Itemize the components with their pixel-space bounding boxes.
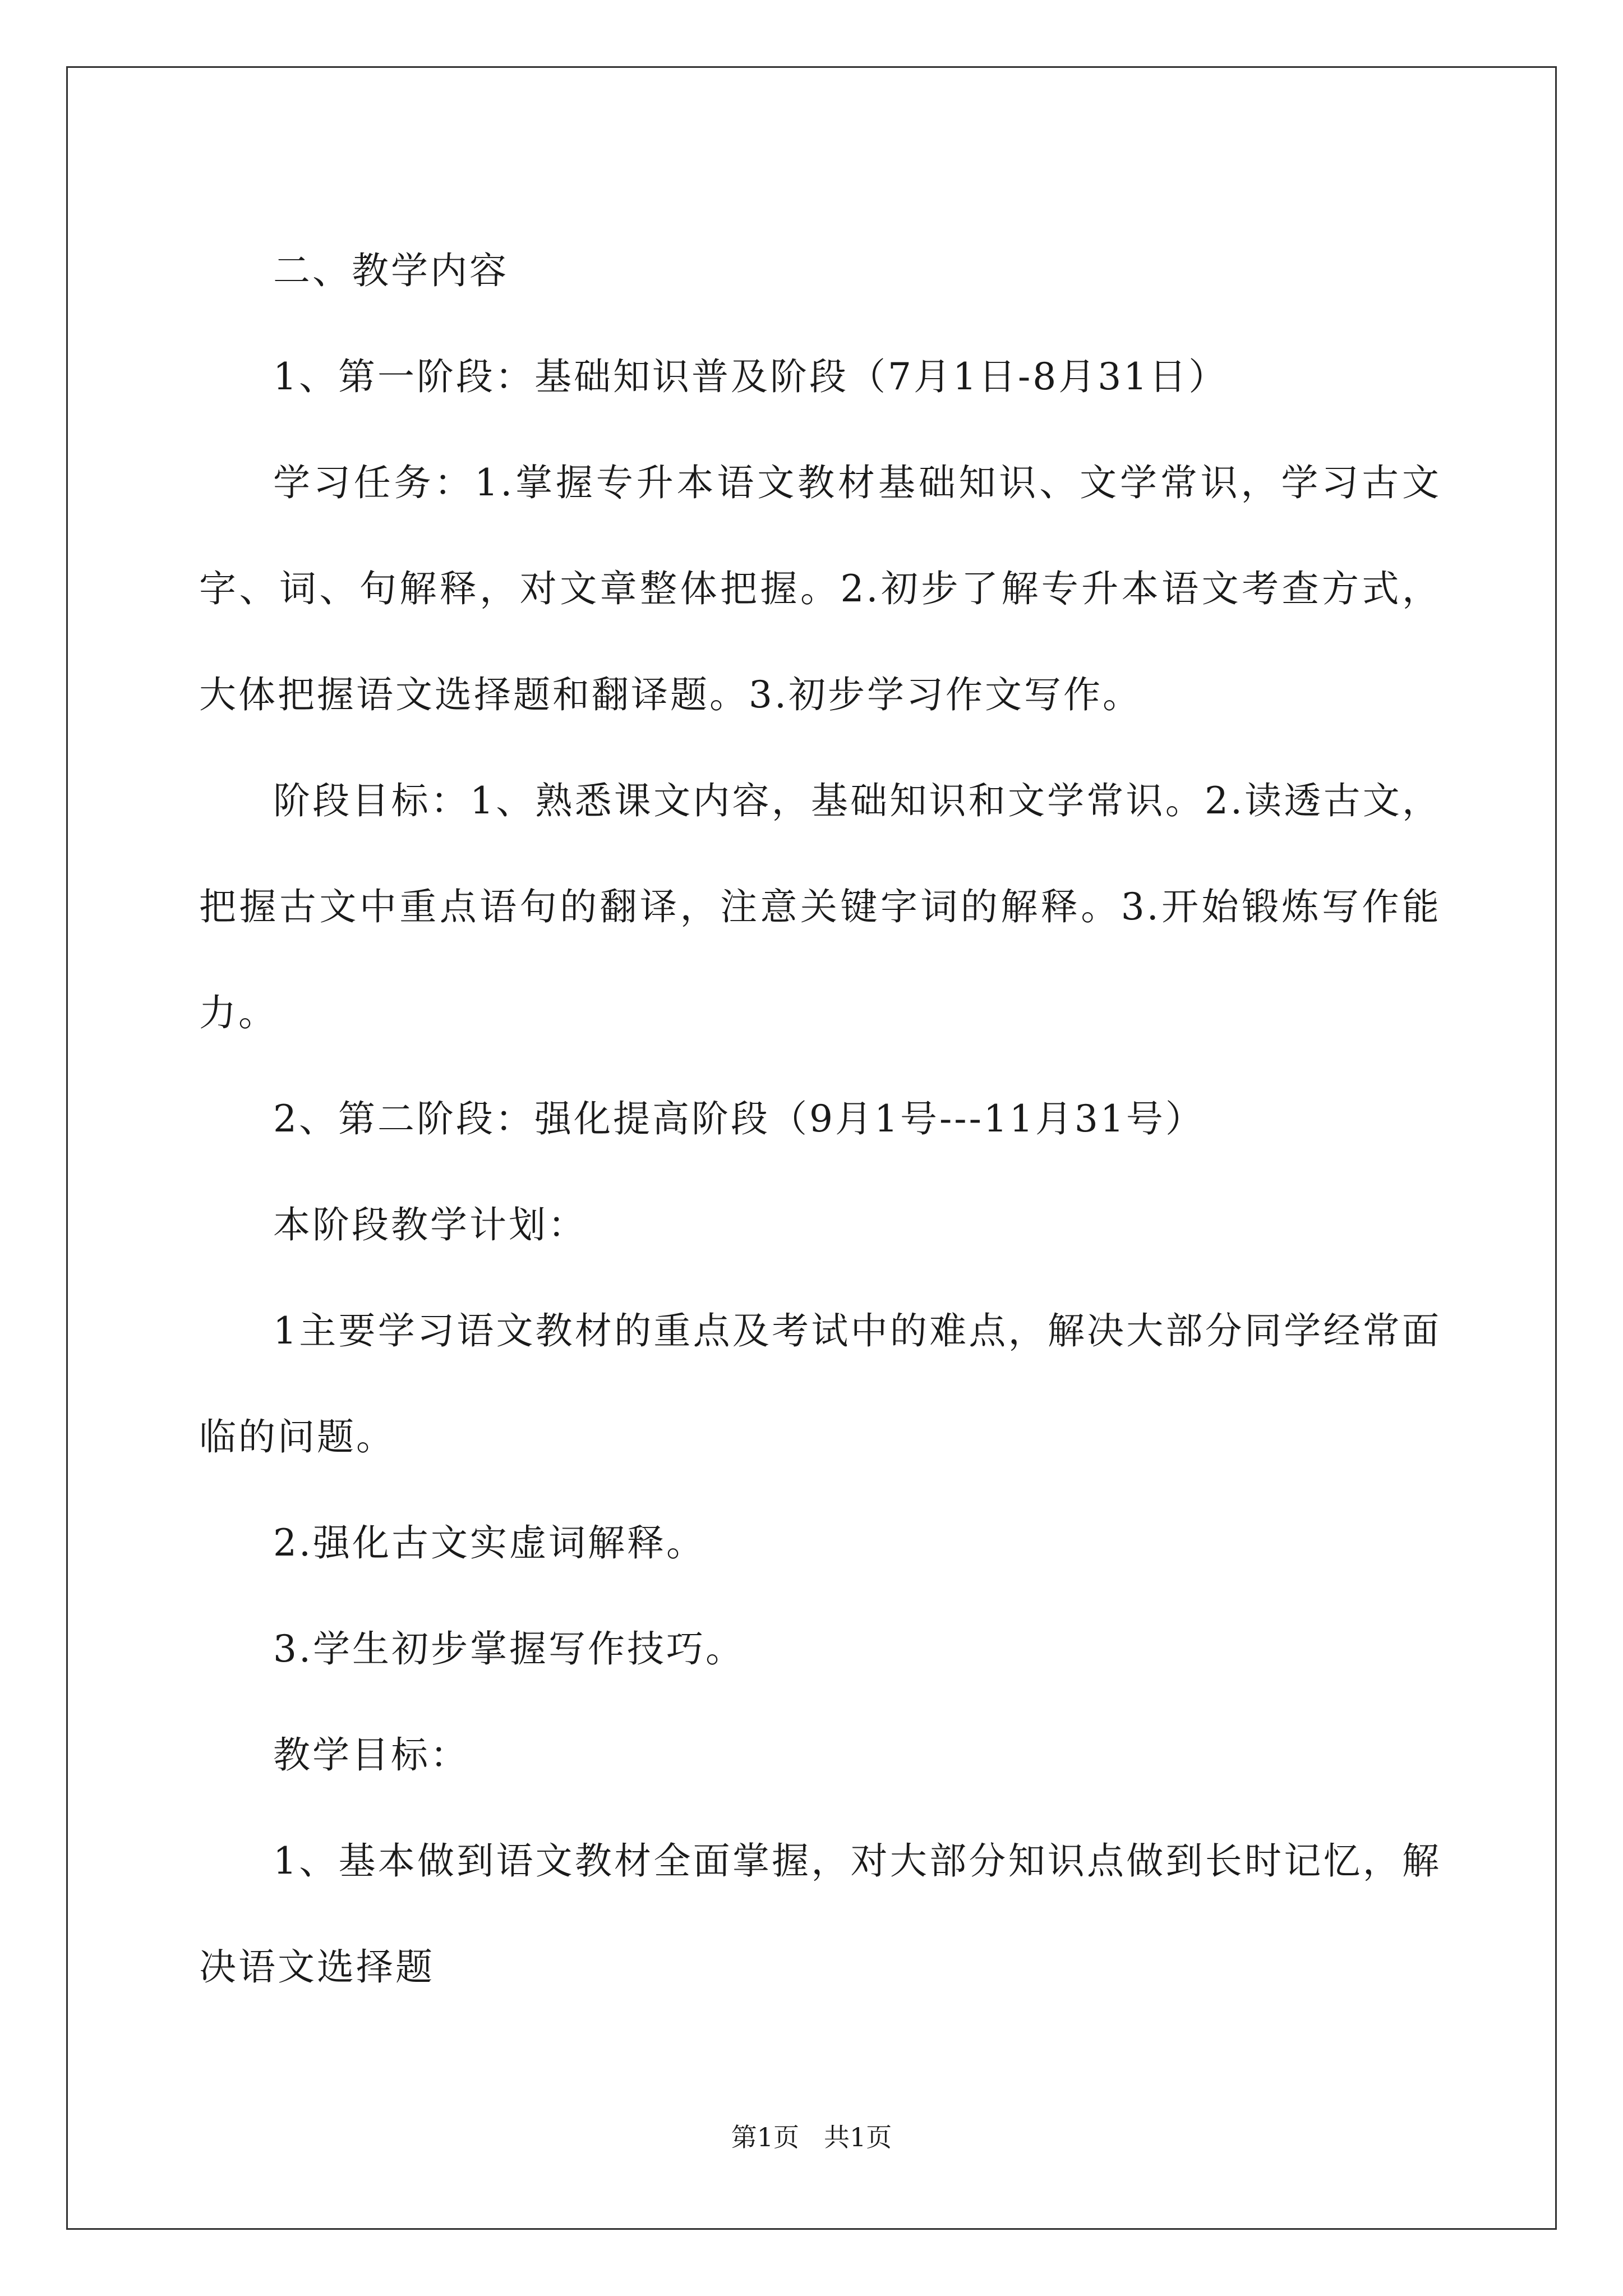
page-number: 第1页 (731, 2122, 800, 2152)
teaching-goals-heading: 教学目标： (273, 1733, 469, 1777)
plan-item-2: 2.强化古文实虚词解释。 (273, 1521, 706, 1565)
teaching-goal-1: 1、基本做到语文教材全面掌握，对大部分知识点做到长时记忆，解决语文选择题 (199, 1839, 1441, 1989)
stage-one-heading: 1、第一阶段：基础知识普及阶段（7月1日-8月31日） (273, 355, 1228, 398)
page-total: 共1页 (823, 2122, 892, 2152)
stage-two-heading: 2、第二阶段：强化提高阶段（9月1号---11月31号） (273, 1097, 1205, 1140)
stage-one-tasks: 学习任务：1.掌握专升本语文教材基础知识、文学常识，学习古文字、词、句解释，对文章整体把握。2.初步了解专升本语文考查方式，大体把握语文选择题和翻译题。3.初步学习作文写作。 (199, 461, 1441, 716)
section-heading: 二、教学内容 (273, 249, 509, 292)
document-body (199, 218, 1441, 2020)
page-footer (0, 2120, 1623, 2154)
stage-one-goals: 阶段目标：1、熟悉课文内容，基础知识和文学常识。2.读透古文，把握古文中重点语句的翻译，注意关键字词的解释。3.开始锻炼写作能力。 (199, 779, 1441, 1034)
stage-two-plan-heading: 本阶段教学计划： (273, 1203, 587, 1246)
plan-item-1: 1主要学习语文教材的重点及考试中的难点，解决大部分同学经常面临的问题。 (199, 1309, 1441, 1458)
footer-gap (799, 2122, 824, 2152)
plan-item-3: 3.学生初步掌握写作技巧。 (273, 1627, 745, 1671)
